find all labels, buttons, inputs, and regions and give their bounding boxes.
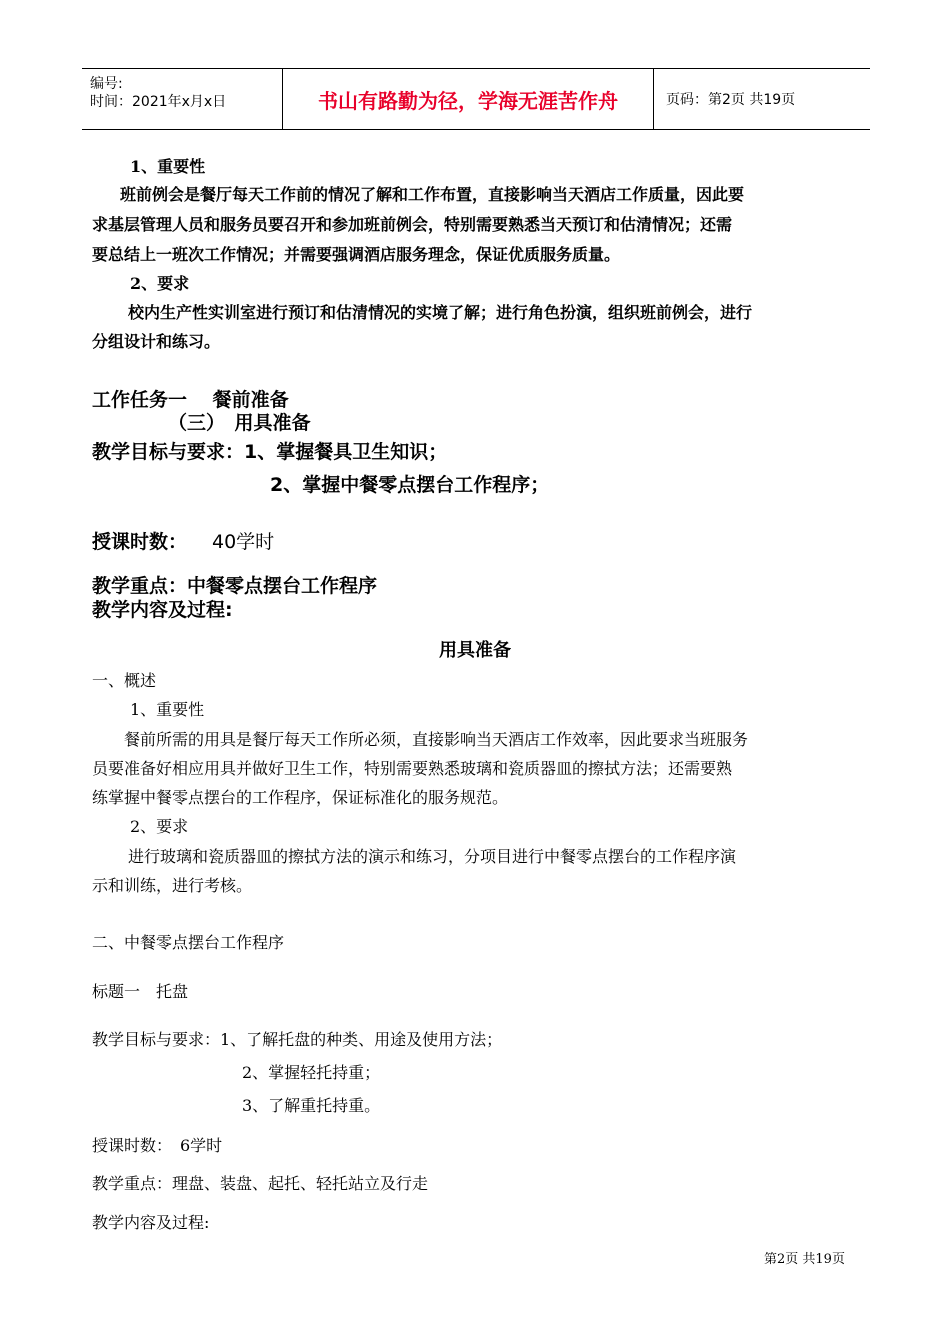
paragraph-line: 练掌握中餐零点摆台的工作程序，保证标准化的服务规范。 [92,788,509,807]
header-meta-cell [82,69,283,129]
paragraph-line: 分组设计和练习。 [92,332,221,351]
content-heading: 用具准备 [439,640,511,661]
task-hours-label: 授课时数： [92,531,188,553]
page-footer: 第2页 共19页 [764,1252,845,1267]
paragraph-line: 进行玻璃和瓷质器皿的擦拭方法的演示和练习，分项目进行中餐零点摆台的工作程序演 [128,847,737,866]
page-header [82,68,870,130]
paragraph-line: 要总结上一班次工作情况；并需要强调酒店服务理念，保证优质服务质量。 [92,245,621,264]
document-date-label: 时间：2021年x月x日 [90,94,227,110]
importance-title: 1、重要性 [130,157,206,176]
task-content-label: 教学内容及过程: [92,599,233,621]
content-importance-title: 1、重要性 [130,700,205,719]
document-number-label: 编号: [90,76,123,92]
requirement-title: 2、要求 [130,274,190,293]
task-goal-2: 2、掌握中餐零点摆台工作程序； [270,474,550,496]
header-motto: 书山有路勤为径，学海无涯苦作舟 [283,69,654,129]
overview-heading: 一、概述 [92,671,157,690]
task-subtitle: （三） 用具准备 [168,412,311,434]
topic-focus: 教学重点：理盘、装盘、起托、轻托站立及行走 [92,1174,429,1193]
paragraph-line: 员要准备好相应用具并做好卫生工作，特别需要熟悉玻璃和瓷质器皿的擦拭方法；还需要熟 [92,759,733,778]
paragraph-line: 餐前所需的用具是餐厅每天工作所必须，直接影响当天酒店工作效率，因此要求当班服务 [124,730,749,749]
paragraph-line: 校内生产性实训室进行预订和估清情况的实境了解；进行角色扮演，组织班前例会，进行 [128,303,753,322]
task-title: 工作任务一 餐前准备 [92,389,289,411]
content-requirement-title: 2、要求 [130,817,189,836]
task-focus: 教学重点：中餐零点摆台工作程序 [92,575,378,597]
procedure-heading: 二、中餐零点摆台工作程序 [92,933,285,952]
topic-goal-2: 2、掌握轻托持重； [242,1063,381,1082]
task-hours-value: 40学时 [212,531,275,553]
header-page-info: 页码：第2页 共19页 [666,92,796,108]
topic-hours: 授课时数： 6学时 [92,1136,223,1155]
paragraph-line: 示和训练，进行考核。 [92,876,253,895]
topic-process: 教学内容及过程: [92,1213,210,1232]
topic-goal-3: 3、了解重托持重。 [242,1096,381,1115]
paragraph-line: 求基层管理人员和服务员要召开和参加班前例会，特别需要熟悉当天预订和估清情况；还需 [92,215,733,234]
paragraph-line: 班前例会是餐厅每天工作前的情况了解和工作布置，直接影响当天酒店工作质量，因此要 [120,185,745,204]
topic-goal-1: 教学目标与要求：1、了解托盘的种类、用途及使用方法； [92,1030,503,1049]
task-goal-1: 教学目标与要求：1、掌握餐具卫生知识； [92,441,448,463]
topic-heading: 标题一 托盘 [92,982,189,1001]
